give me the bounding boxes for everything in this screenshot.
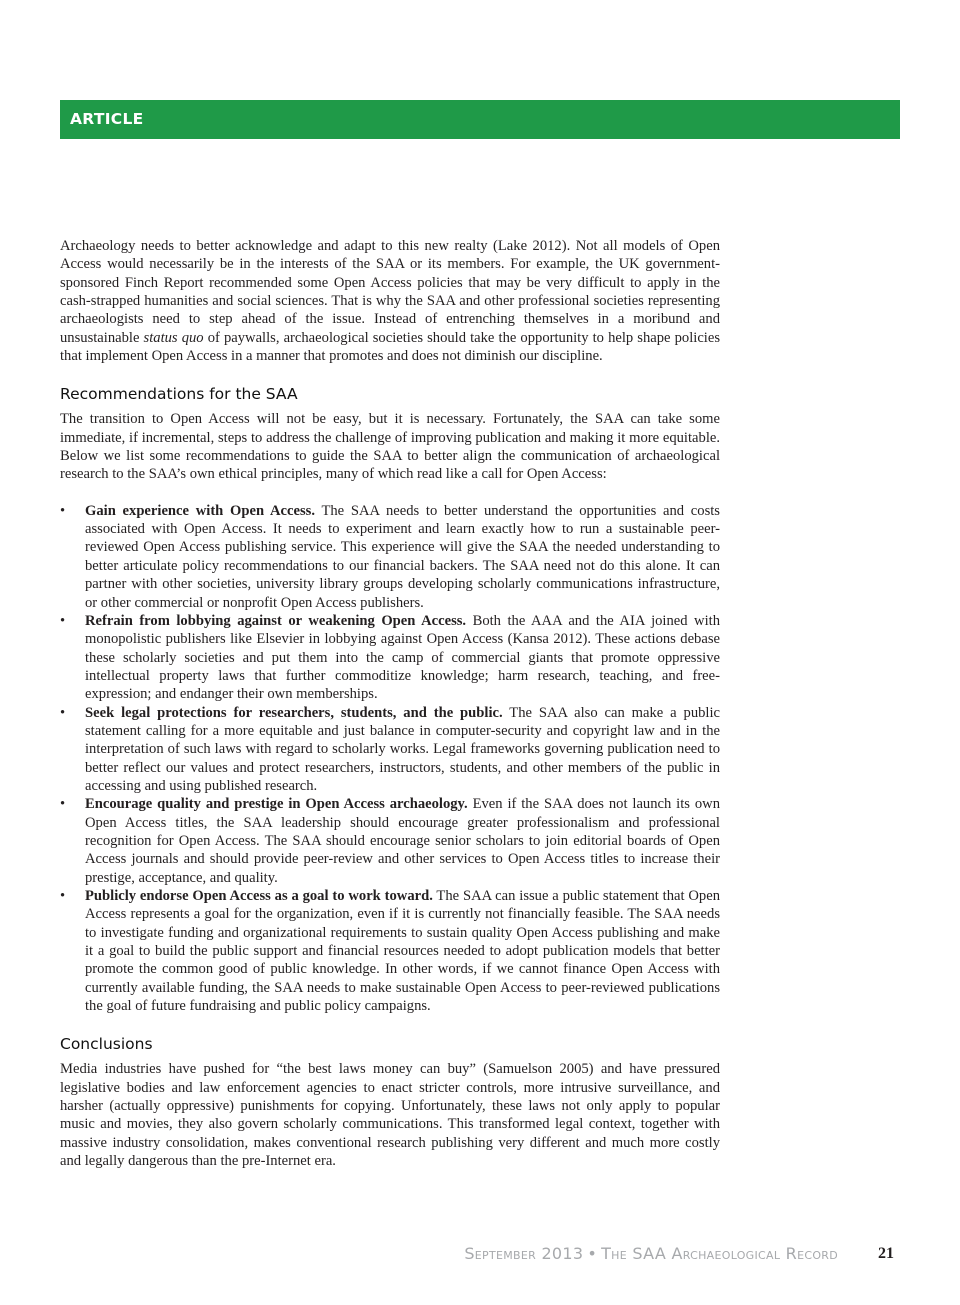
recommendations-intro: The transition to Open Access will not be easy, but it is necessary. Fortunately, the SAA can take some immediate, if incremental, steps to address the challenge of improving publication and making it more equitable. Below we list some recommendations to guide the SAA to better align the communication of archaeological research to the SAA’s own ethical principles, many of which read like a call for Open Access: (60, 411, 720, 483)
item-text: The SAA needs to better understand the opportunities and costs associated with Open Access. It needs to experiment and learn exactly how to run a sustainable peer-reviewed Open Access publishing service. This experience will give the SAA the needed understanding to better articulate policy recommendations to our financial backers. The SAA need not do this alone. It can partner with other societies, university library groups developing scholarly communications infrastructure, or other commercial or nonprofit Open Access publishers. (85, 502, 720, 611)
intro-paragraph: Archaeology needs to better acknowledge and adapt to this new realty (Lake 2012). Not all models of Open Access would necessarily be in the interests of the SAA or its members. For example, the UK government-sponsored Finch Report recommended some Open Access policies that may be very difficult to apply in the cash-strapped humanities and social sciences. That is why the SAA and other professional societies representing archaeologists need to step ahead of the issue. Instead of entrenching themselves in a moribund and unsustainable status quo of paywalls, archaeological societies should take the opportunity to help shape policies that implement Open Access in a manner that promotes and does not diminish our discipline. (60, 238, 721, 365)
item-text: The SAA also can make a public statement calling for a more equitable and just balance in computer-security and copyright law and in the interpretation of such laws with regard to scholarly works. Legal frameworks governing publication need to better reflect our values and protect researchers, instructors, students, and other members of the public in accessing and using published research. (85, 704, 721, 794)
page-footer (0, 1244, 960, 1268)
item-lead: Gain experience with Open Access. (85, 502, 315, 519)
recommendations-heading: Recommendations for the SAA (60, 385, 298, 404)
section-label: ARTICLE (70, 110, 144, 128)
item-lead: Encourage quality and prestige in Open Access archaeology. (85, 796, 468, 813)
item-text: The SAA can issue a public statement that Open Access represents a goal for the organization, even if it is currently not financially feasible. The SAA needs to investigate funding and organizational requirements to sustain quality Open Access publishing and make it a goal to build the public support and financial resources needed to adopt publication models that better promote the common good of public knowledge. In other words, if we cannot finance Open Access with currently available funding, the SAA needs to make sustainable Open Access to peer-reviewed publications the goal of future fundraising and public policy campaigns. (85, 888, 720, 1015)
item-lead: Refrain from lobbying against or weakening Open Access. (85, 612, 467, 629)
list-item (60, 795, 720, 887)
list-item (60, 704, 720, 796)
article-section-banner (60, 100, 900, 139)
item-lead: Publicly endorse Open Access as a goal to work toward. (85, 888, 433, 904)
item-lead: Seek legal protections for researchers, students, and the public. (85, 704, 503, 721)
bullet-icon: • (60, 502, 66, 519)
bullet-icon: • (60, 612, 66, 629)
bullet-icon: • (60, 796, 66, 813)
list-item (60, 887, 720, 1015)
article-body (60, 237, 720, 1170)
status-quo-italic: status quo (143, 329, 204, 346)
list-item (60, 612, 720, 704)
running-footer (464, 1244, 838, 1263)
publication-title: The SAA Archaeological Record (601, 1244, 838, 1263)
conclusions-paragraph: Media industries have pushed for “the best laws money can buy” (Samuelson 2005) and have pressured legislative bodies and law enforcement agencies to enact stricter controls, more intrusive surveillance, and harsher (actually oppressive) punishments for copying. Unfortunately, these laws not only apply to popular music and movies, they also govern scholarly communications. This transformed legal context, together with massive industry consolidation, makes conventional research publishing very different and much more costly and legally dangerous than the pre-Internet era. (60, 1061, 720, 1170)
item-text: Both the AAA and the AIA joined with monopolistic publishers like Elsevier in lobbying against Open Access (Kansa 2012). These actions debase these scholarly societies and put them into the camp of commercial giants that promote oppressive intellectual property laws that further commoditize knowledge; harm research, teaching, and free-expression; and endanger their own memberships. (85, 612, 720, 703)
bullet-icon: • (60, 888, 66, 904)
conclusions-heading: Conclusions (60, 1035, 153, 1054)
item-text: Even if the SAA does not launch its own Open Access titles, the SAA leadership should encourage greater professionalism and professional recognition for Open Access. The SAA should encourage senior scholars to join editorial boards of Open Access journals and should provide peer-review and other services to Open Access titles to increase their prestige, acceptance, and quality. (85, 796, 720, 886)
separator-dot: • (587, 1244, 598, 1263)
recommendations-list (60, 502, 720, 1016)
issue-date: September 2013 (464, 1244, 584, 1263)
page-number: 21 (878, 1245, 894, 1262)
list-item (60, 502, 720, 612)
bullet-icon: • (60, 704, 66, 721)
